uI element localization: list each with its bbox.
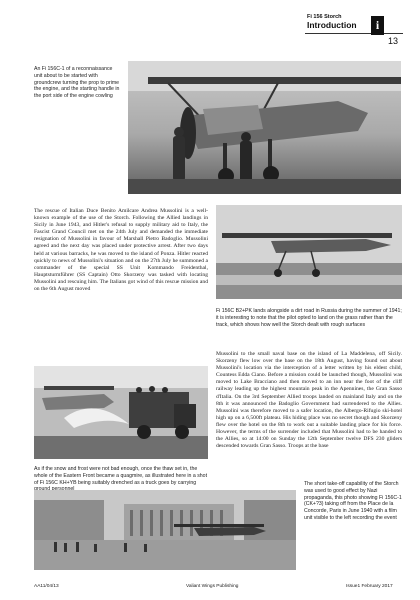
photo-storch-groundcrew-image <box>128 61 401 194</box>
body-text-left: The rescue of Italian Duce Benito Amilcare Andrea Mussolini is a well-known example of the use of the Storch. Following the Allied landings in Sicily in June 1943, and Hitler's refusal to supply military aid to Italy, the Fascist Grand Council met on the 24th July and demanded the immediate resignation of Mussolini in favour of Marshall Pietro Badoglio. Mussolini agreed and the next day was placed under protective arrest. After two days held at various barracks, he was moved to the island of Ponza. Hitler reacted quickly to news of Mussolini's situation and on the 27th July he summoned a commander of the special SS Unit Kommando Freidenthal, Hauptsturmführer (SS Captain) Otto Skorzeny was tasked with locating Mussolini and rescuing him. The Italians got wind of this rescue mission and on the 6th August moved <box>34 208 208 293</box>
body-text-right: Mussolini to the small naval base on the island of La Maddelena, off Sicily. Skorzeny flew low over the base on the 18th August, having found out about Mussolini's location via the interception of a letter written by his eldest child, Countess Edda Ciano. Before a mission could be launched though, Mussolini was moved to Lake Bracciano and then moved to an inn near the foot of the cliff railway leading up the highest mountain peak in the Apennines, the Gran Sasso d'Italia. On the 3rd September Allied troops landed on mainland Italy and on the 8th it was announced the Badoglio Government had surrendered to the Allies. Mussolini was therefore moved to a safer location, the Albergo-Rifugio ski-hotel high up on a 6,500ft plateau. His hiding place was no secret though and Skorzeny flew over the hotel on the 8th to work out a suitable landing place for his force. However, the terms of the surrender included that Mussolini had to be handed to the Allies, so at 14:00 on Sunday the 12th September twelve DFS 230 gliders descended towards Gran Sasso. Troops at the base <box>216 351 402 450</box>
photo-place-de-la-concorde-image <box>34 490 296 570</box>
photo-truck-quagmire-image <box>34 366 208 459</box>
info-icon: i <box>371 16 384 35</box>
caption-photo2: Fi 156C B2+PK lands alongside a dirt road in Russia during the summer of 1941; it is interesting to note that the pilot opted to land on the grass rather than the track, which shows how well the Storch dealt with rough surfaces <box>216 308 402 328</box>
footer-code: AA11/04/13 <box>34 584 59 589</box>
photo-truck-quagmire <box>34 366 208 459</box>
footer-publisher: Valiant Wings Publishing <box>186 584 239 589</box>
photo-storch-landing <box>216 205 402 299</box>
photo-place-de-la-concorde <box>34 490 296 570</box>
page-number: 13 <box>388 36 399 46</box>
caption-photo1: An Fi 156C-1 of a reconnaissance unit about to be started with groundcrew turning the prop to prime the engine, and the starting handle in the port side of the engine cowling <box>34 66 120 100</box>
photo-storch-groundcrew <box>128 61 401 194</box>
caption-photo4: The short take-off capability of the Storch was used to good effect by Nazi propaganda, this photo showing Fi 156C-1 (CK+?3) taking off from the Place de la Concorde, Paris in June 1940 with a film unit visible to the left recording the event <box>304 481 402 521</box>
footer-issue: Issue1 February 2017 <box>346 584 393 589</box>
section-title: Introduction <box>307 20 357 30</box>
series-label: Fi 156 Storch <box>307 14 342 20</box>
header-rule <box>305 33 403 34</box>
caption-photo3: As if the snow and frost were not bad enough, once the thaw set in, the whole of the Eastern Front became a quagmire, as illustrated here in a shot of Fi 156C KH+YB being suitably drenched as a truck goes by carrying <box>34 466 208 486</box>
photo-storch-landing-image <box>216 205 402 299</box>
